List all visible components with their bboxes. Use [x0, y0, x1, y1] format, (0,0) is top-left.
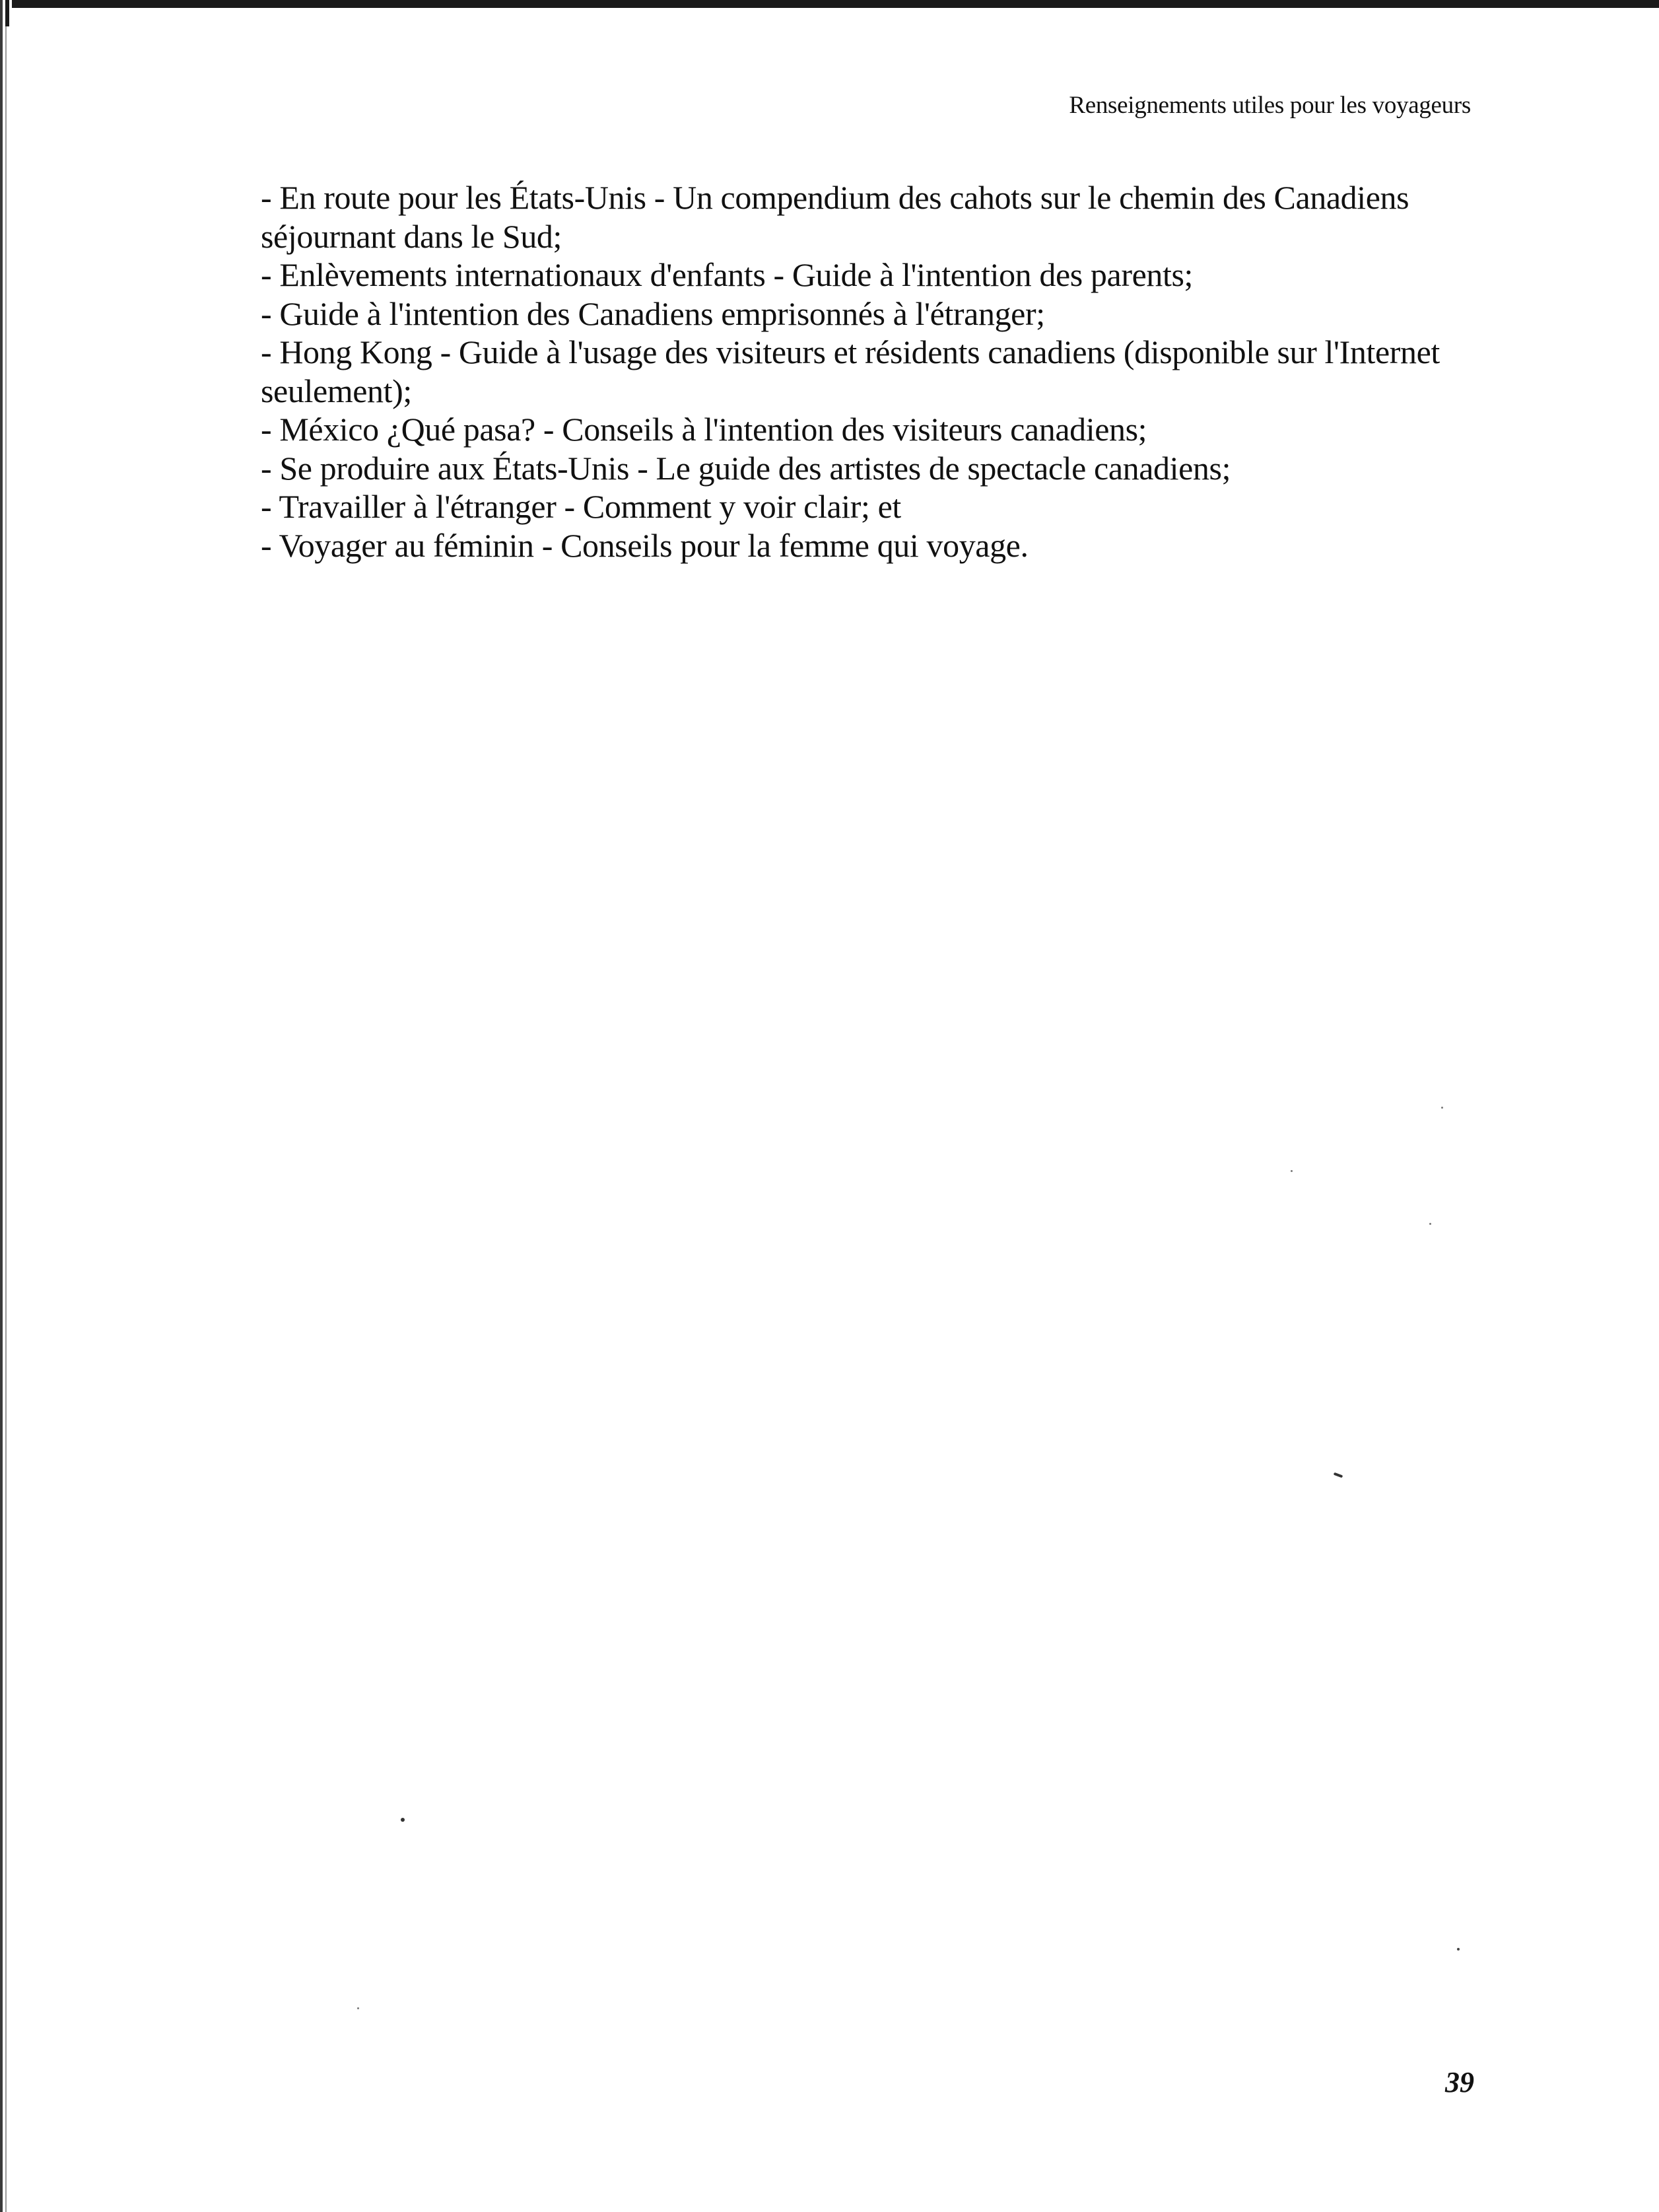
binding-notch — [5, 0, 9, 26]
list-line: - Se produire aux États-Unis - Le guide des artistes de spectacle canadiens; — [261, 449, 1231, 487]
list-line: - Guide à l'intention des Canadiens emprisonnés à l'étranger; — [261, 294, 1045, 332]
list-line: - En route pour les États-Unis - Un compendium des cahots sur le chemin des Canadiens — [261, 179, 1409, 216]
scan-binding-edge — [0, 0, 12, 2212]
publication-list — [261, 178, 1475, 565]
list-line: - Enlèvements internationaux d'enfants - Guide à l'intention des parents; — [261, 256, 1194, 293]
list-line: seulement); — [261, 372, 412, 409]
list-line: - México ¿Qué pasa? - Conseils à l'intention des visiteurs canadiens; — [261, 411, 1147, 448]
list-line: - Hong Kong - Guide à l'usage des visiteurs et résidents canadiens (disponible sur l'Internet — [261, 333, 1440, 370]
scan-speck — [357, 2007, 359, 2009]
list-line: séjournant dans le Sud; — [261, 217, 562, 255]
scan-speck — [1291, 1170, 1293, 1172]
scan-speck — [1429, 1223, 1431, 1225]
scan-top-rule — [0, 0, 1659, 8]
scan-speck — [1334, 1472, 1343, 1478]
page-number: 39 — [1445, 2066, 1474, 2098]
scan-speck — [1457, 1948, 1460, 1951]
list-line: - Voyager au féminin - Conseils pour la femme qui voyage. — [261, 526, 1029, 564]
scan-speck — [401, 1818, 405, 1822]
list-line: - Travailler à l'étranger - Comment y voir clair; et — [261, 488, 901, 525]
scan-speck — [1441, 1107, 1443, 1109]
running-header: Renseignements utiles pour les voyageurs — [1069, 92, 1471, 119]
